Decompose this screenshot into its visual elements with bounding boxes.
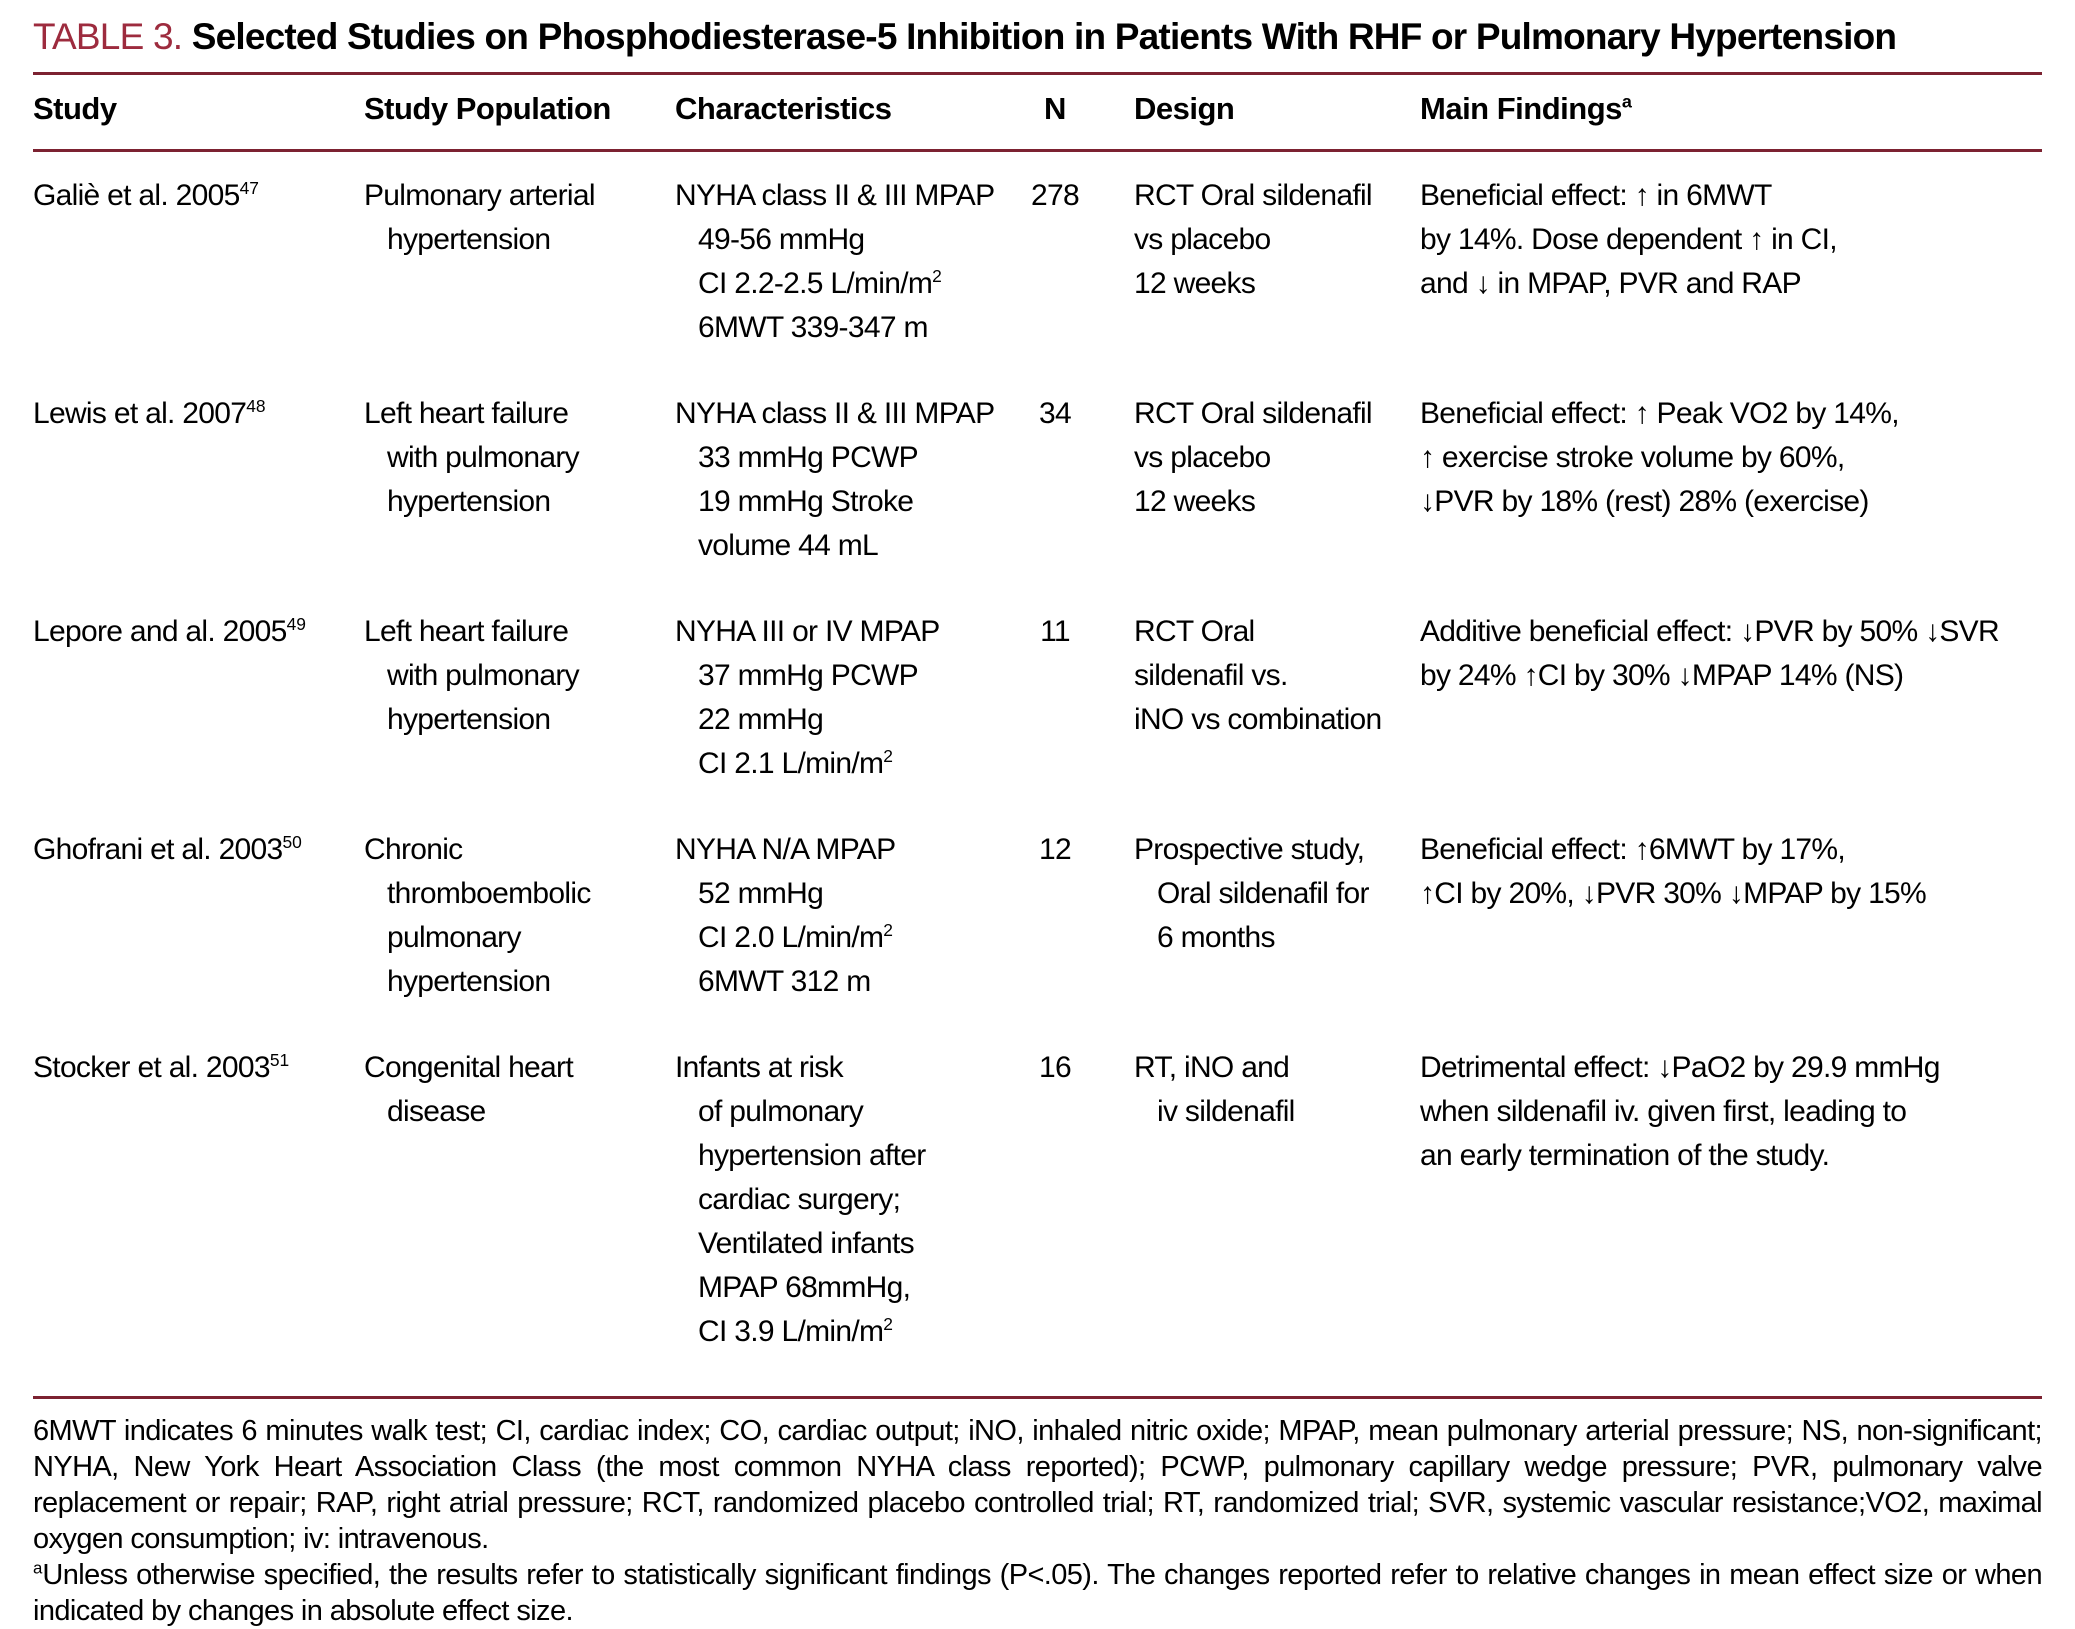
- text-line: MPAP 68mmHg,: [698, 1271, 911, 1304]
- cell-study: Galiè et al. 2005$^{47}$: [33, 178, 259, 212]
- cell-n: 278: [1031, 179, 1079, 212]
- cell-design: [1100, 1046, 1420, 1354]
- column-header-study: Study: [33, 91, 117, 126]
- text-line: hypertension: [387, 223, 551, 256]
- text-line: hypertension: [387, 703, 551, 736]
- text-line: 6MWT 312 m: [698, 965, 871, 998]
- text-line: ↑CI by 20%, ↓PVR 30% ↓MPAP by 15%: [1420, 877, 1927, 910]
- text-line: iv sildenafil: [1157, 1095, 1295, 1128]
- text-line: ↓PVR by 18% (rest) 28% (exercise): [1420, 485, 1869, 518]
- text-line: Prospective study,: [1134, 833, 1365, 866]
- text-line: Beneficial effect: ↑6MWT by 17%,: [1420, 833, 1846, 866]
- text-line: when sildenafil iv. given first, leading to: [1420, 1095, 1907, 1128]
- cell-study: Stocker et al. 2003$^{51}$: [33, 1050, 290, 1084]
- cell-design: [1100, 174, 1420, 350]
- text-line: Beneficial effect: ↑ in 6MWT: [1420, 179, 1772, 212]
- cell-main-findings: [1420, 392, 2042, 568]
- text-line: Left heart failure: [364, 615, 569, 648]
- cell-design: [1100, 610, 1420, 786]
- text-line: volume 44 mL: [698, 529, 879, 562]
- text-line: iNO vs combination: [1134, 703, 1382, 736]
- text-line: hypertension: [387, 965, 551, 998]
- column-header-design: Design: [1134, 91, 1235, 126]
- cell-characteristics: [675, 828, 1010, 1004]
- cell-study: Lewis et al. 2007$^{48}$: [33, 396, 266, 430]
- cell-n: 11: [1040, 615, 1070, 648]
- cell-characteristics: [675, 610, 1010, 786]
- table-body: [33, 152, 2042, 1354]
- text-line: Pulmonary arterial: [364, 179, 595, 212]
- text-line: hypertension after: [698, 1139, 926, 1172]
- text-line: CI 2.2-2.5 $L/\min/m^2$: [698, 266, 942, 300]
- text-line: CI 3.9 $L/\min/m^2$: [698, 1314, 893, 1348]
- text-line: Congenital heart: [364, 1051, 573, 1084]
- text-line: NYHA N/A MPAP: [675, 833, 896, 866]
- text-line: 33 mmHg PCWP: [698, 441, 918, 474]
- text-line: 6 months: [1157, 921, 1275, 954]
- cell-study-population: [364, 828, 675, 1004]
- table-row: [33, 828, 2042, 1004]
- cell-study-population: [364, 392, 675, 568]
- text-line: 19 mmHg Stroke: [698, 485, 914, 518]
- column-header-characteristics: Characteristics: [675, 91, 892, 126]
- cell-design: [1100, 392, 1420, 568]
- text-line: an early termination of the study.: [1420, 1139, 1830, 1172]
- text-line: 37 mmHg PCWP: [698, 659, 918, 692]
- text-line: RCT Oral sildenafil: [1134, 179, 1372, 212]
- cell-n: 34: [1039, 397, 1071, 430]
- table-caption: [33, 14, 2042, 60]
- text-line: hypertension: [387, 485, 551, 518]
- cell-characteristics: [675, 1046, 1010, 1354]
- footnote-abbreviations: 6MWT indicates 6 minutes walk test; CI, cardiac index; CO, cardiac output; iNO, inhaled nitric oxide; MPAP, mean pulmonary arterial pressure; NS, non-significant; NYHA, New York Heart Association Class (the most common NYHA class reported); PCWP, pulmonary capillary wedge pressure; PVR, pulmonary valve replacement or repair; RAP, right atrial pressure; RCT, randomized placebo controlled trial; RT, randomized trial; SVR, systemic vascular resistance;VO2, maximal oxygen consumption; iv: intravenous.: [33, 1415, 2042, 1555]
- footnotes: [33, 1399, 2042, 1629]
- text-line: 6MWT 339-347 m: [698, 311, 928, 344]
- cell-main-findings: [1420, 174, 2042, 350]
- text-line: Left heart failure: [364, 397, 569, 430]
- text-line: of pulmonary: [698, 1095, 864, 1128]
- table-row: [33, 392, 2042, 568]
- cell-n: 16: [1039, 1051, 1071, 1084]
- text-line: Infants at risk: [675, 1051, 843, 1084]
- text-line: 22 mmHg: [698, 703, 824, 736]
- cell-characteristics: [675, 174, 1010, 350]
- text-line: vs placebo: [1134, 223, 1271, 256]
- column-header-main-findings: Main Findings$^a$: [1420, 91, 1632, 126]
- text-line: RCT Oral sildenafil: [1134, 397, 1372, 430]
- table-label: TABLE 3.: [33, 16, 183, 57]
- text-line: Oral sildenafil for: [1157, 877, 1369, 910]
- table-row: [33, 174, 2042, 350]
- text-line: sildenafil vs.: [1134, 659, 1288, 692]
- text-line: RT, iNO and: [1134, 1051, 1290, 1084]
- cell-design: [1100, 828, 1420, 1004]
- footnote-a: $^a$Unless otherwise specified, the results refer to statistically significant findings (P<.05). The changes reported refer to relative changes in mean effect size or when indicated by changes in absolute effect size.: [33, 1558, 2042, 1627]
- cell-study-population: [364, 174, 675, 350]
- text-line: Ventilated infants: [698, 1227, 914, 1260]
- text-line: thromboembolic: [387, 877, 591, 910]
- text-line: vs placebo: [1134, 441, 1271, 474]
- cell-study-population: [364, 1046, 675, 1354]
- text-line: disease: [387, 1095, 486, 1128]
- cell-main-findings: [1420, 610, 2042, 786]
- column-header-n: N: [1044, 91, 1066, 126]
- text-line: NYHA class II & III MPAP: [675, 397, 995, 430]
- text-line: Detrimental effect: ↓PaO2 by 29.9 mmHg: [1420, 1051, 1940, 1084]
- cell-main-findings: [1420, 828, 2042, 1004]
- text-line: CI 2.1 $L/\min/m^2$: [698, 746, 893, 780]
- page-title: Selected Studies on Phosphodiesterase-5 Inhibition in Patients With RHF or Pulmonary Hypertension: [191, 16, 1897, 57]
- text-line: Beneficial effect: ↑ Peak VO2 by 14%,: [1420, 397, 1899, 430]
- text-line: ↑ exercise stroke volume by 60%,: [1420, 441, 1845, 474]
- table-row: [33, 1046, 2042, 1354]
- text-line: 49-56 mmHg: [698, 223, 865, 256]
- text-line: cardiac surgery;: [698, 1183, 901, 1216]
- text-line: Chronic: [364, 833, 463, 866]
- text-line: RCT Oral: [1134, 615, 1255, 648]
- text-line: CI 2.0 $L/\min/m^2$: [698, 920, 893, 954]
- text-line: Additive beneficial effect: ↓PVR by 50% ↓SVR: [1420, 615, 1999, 648]
- text-line: and ↓ in MPAP, PVR and RAP: [1420, 267, 1801, 300]
- cell-n: 12: [1039, 833, 1071, 866]
- text-line: NYHA III or IV MPAP: [675, 615, 940, 648]
- cell-characteristics: [675, 392, 1010, 568]
- text-line: with pulmonary: [387, 659, 579, 692]
- cell-study: Lepore and al. 2005$^{49}$: [33, 614, 306, 648]
- text-line: by 24% ↑CI by 30% ↓MPAP 14% (NS): [1420, 659, 1904, 692]
- text-line: pulmonary: [387, 921, 521, 954]
- table-row: [33, 610, 2042, 786]
- cell-study: Ghofrani et al. 2003$^{50}$: [33, 832, 302, 866]
- text-line: 12 weeks: [1134, 485, 1256, 518]
- column-header-study-population: Study Population: [364, 91, 611, 126]
- table-header-row: [33, 75, 2042, 149]
- text-line: with pulmonary: [387, 441, 579, 474]
- text-line: 52 mmHg: [698, 877, 824, 910]
- cell-study-population: [364, 610, 675, 786]
- text-line: 12 weeks: [1134, 267, 1256, 300]
- text-line: NYHA class II & III MPAP: [675, 179, 995, 212]
- cell-main-findings: [1420, 1046, 2042, 1354]
- text-line: by 14%. Dose dependent ↑ in CI,: [1420, 223, 1837, 256]
